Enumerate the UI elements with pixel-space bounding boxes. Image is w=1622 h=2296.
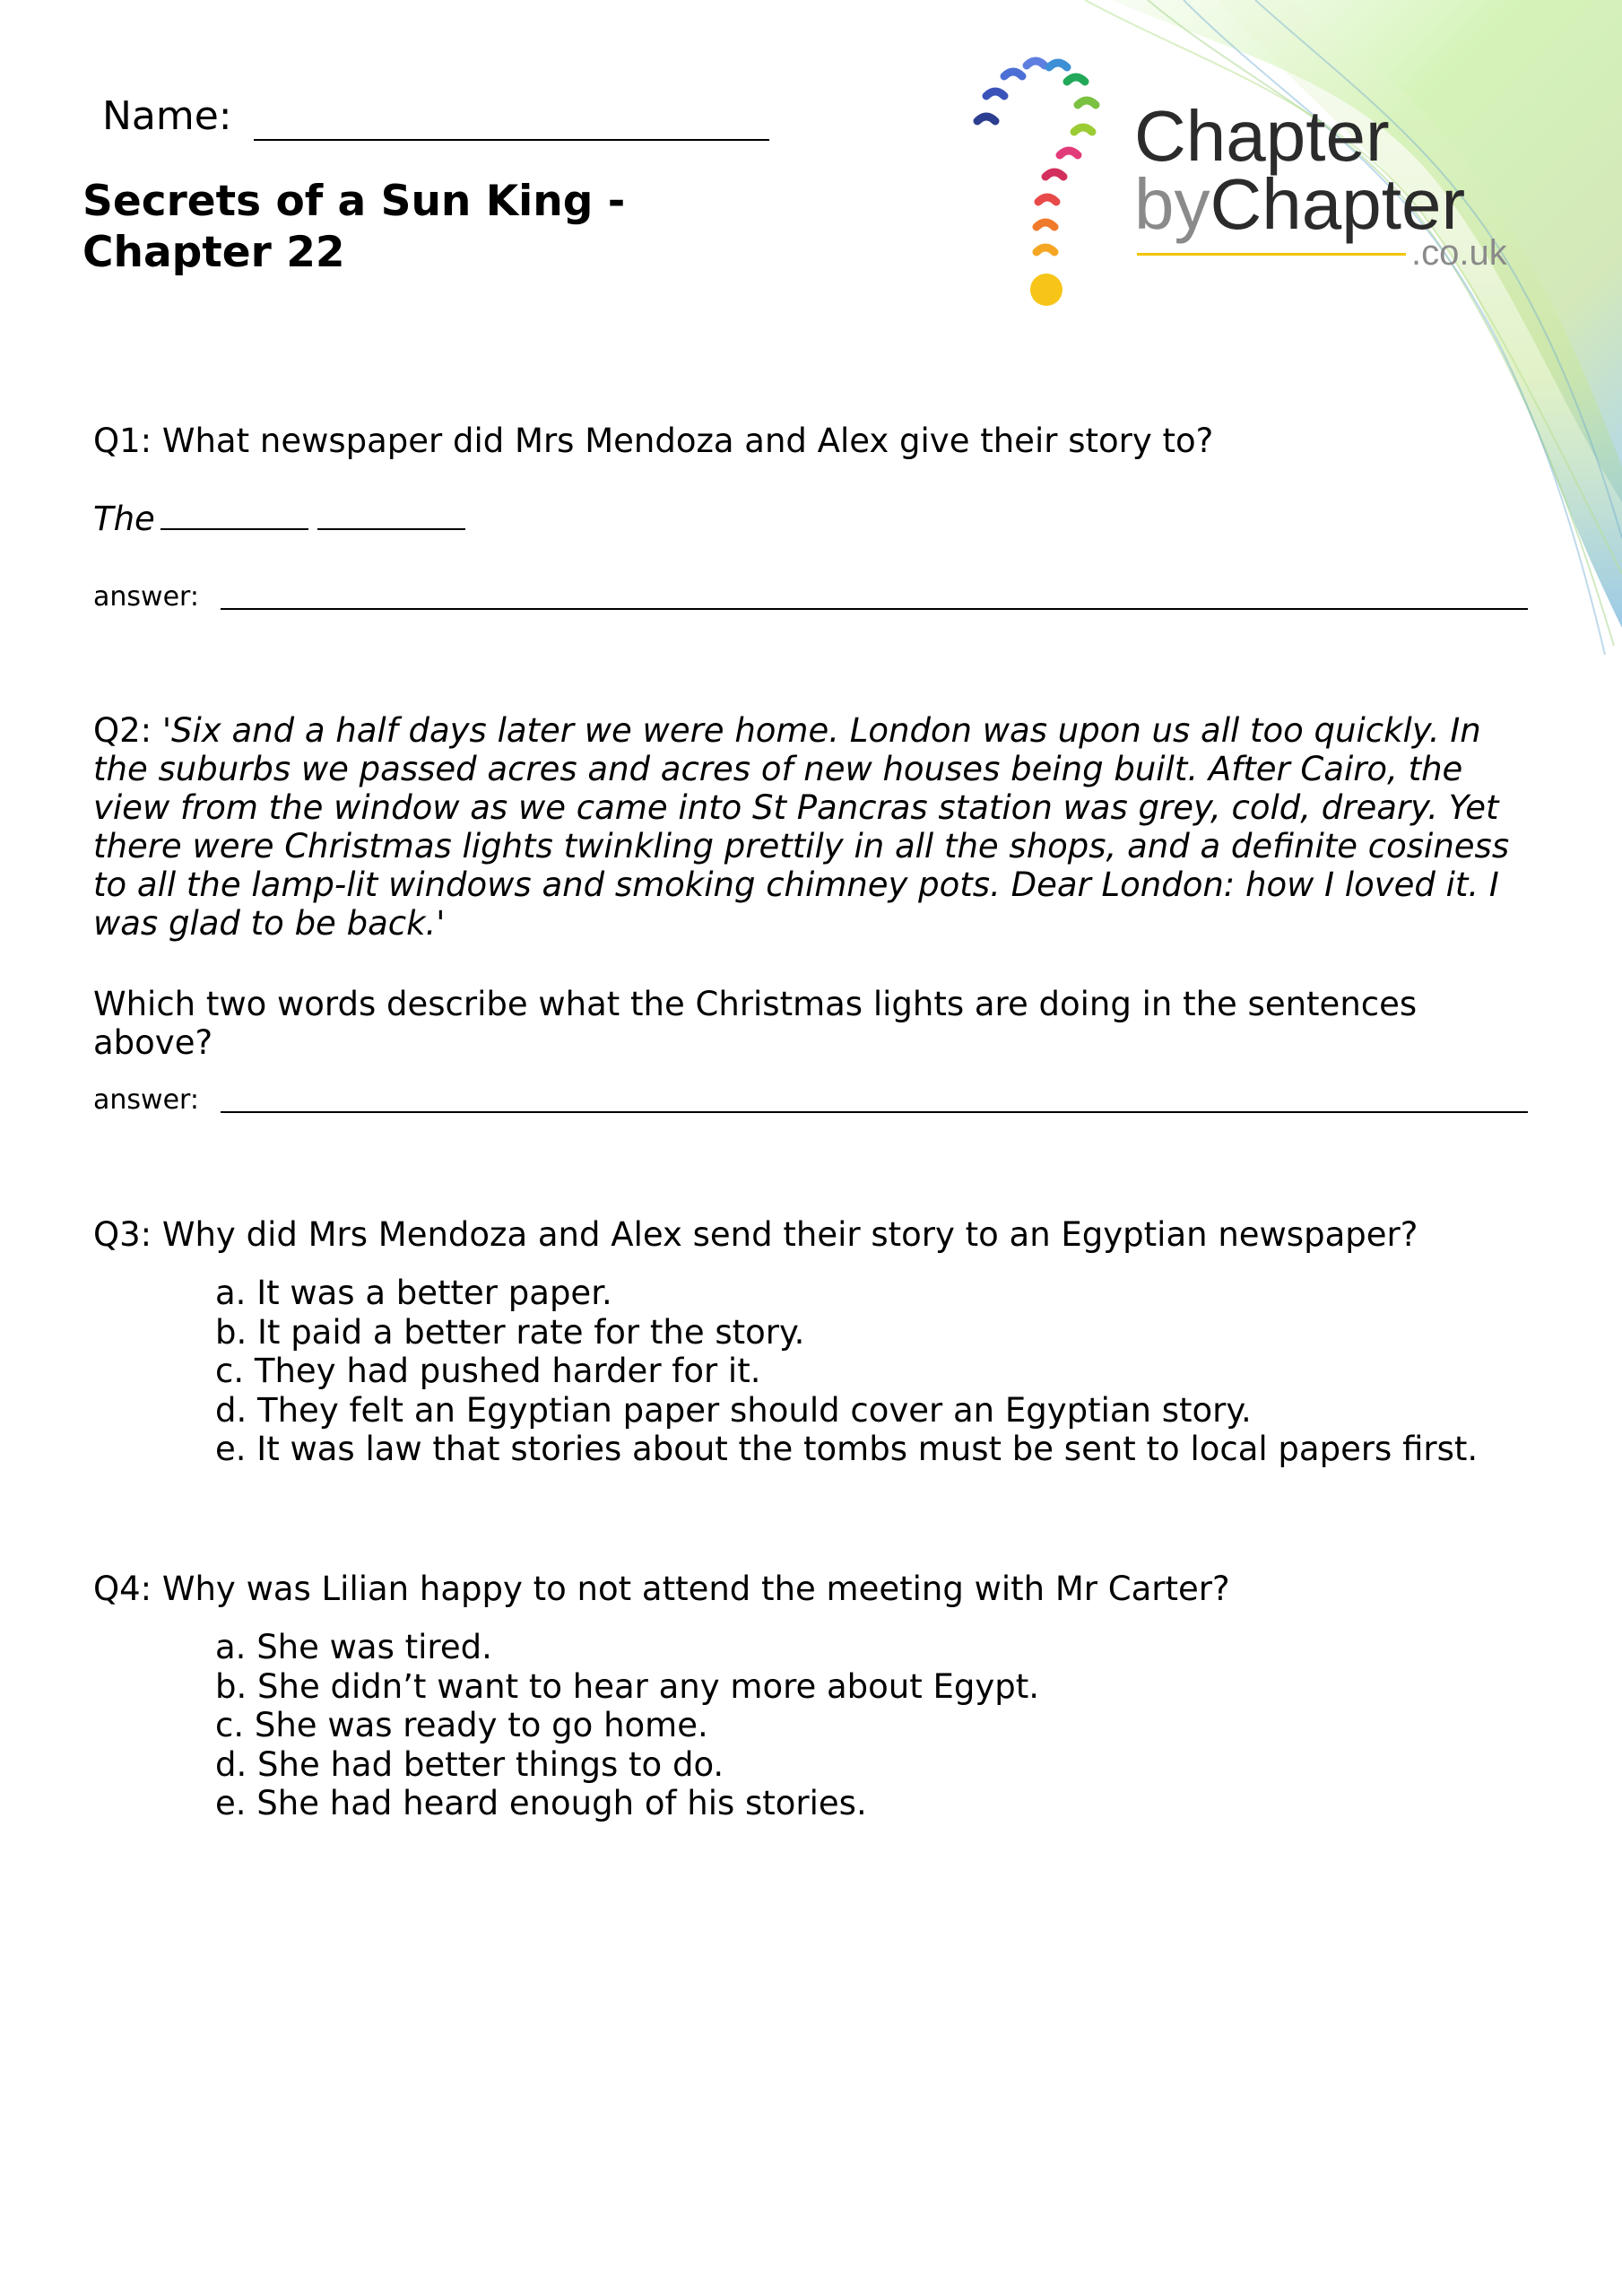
answer-label: answer: [93,581,199,613]
question-3-options [215,1274,1478,1469]
option-item[interactable]: a. It was a better paper. [215,1274,612,1312]
question-4: Q4: Why was Lilian happy to not attend the meeting with Mr Carter? [93,1570,1230,1608]
logo-text-chapter-2: Chapter [1210,164,1466,244]
option-item[interactable]: e. She had heard enough of his stories. [215,1784,867,1822]
question-2-passage [93,711,1546,943]
answer-line-2[interactable] [221,1111,1528,1113]
name-input-line[interactable] [254,139,769,141]
option-item[interactable]: b. She didn’t want to hear any more about Egypt. [215,1666,1040,1706]
question-1-prompt [93,500,1546,538]
option-item[interactable]: e. It was law that stories about the tombs must be sent to local papers first. [215,1430,1479,1468]
logo-underline [1137,253,1406,256]
option-item[interactable]: a. She was tired. [215,1628,492,1666]
question-1: Q1: What newspaper did Mrs Mendoza and Alex give their story to? [93,422,1214,460]
question-4-options [215,1628,1039,1823]
blank-line[interactable] [160,527,308,530]
page-title: Secrets of a Sun King - Chapter 22 [82,177,626,277]
option-item[interactable]: d. She had better things to do. [215,1744,724,1784]
logo-suffix: .co.uk [1411,233,1507,273]
logo-question-mark-icon [950,49,1121,318]
answer-line-1[interactable] [221,608,1528,610]
logo-text-chapter: Chapter [1134,96,1390,176]
question-2-quote: 'Six and a half days later we were home. London was upon us all too quickly. In the suburbs we passed acres and acres of new houses being built. After Cairo, the view from the window as we came into St Pancras station was grey, cold, dreary. Yet there were Christmas lights twinkling prettily in all the shops, and a definite cosiness to all the lamp-lit windows and smoking chimney pots. Dear London: how I loved it. I was glad to be back.' [93,711,1510,943]
option-item[interactable]: d. They felt an Egyptian paper should cover an Egyptian story. [215,1390,1252,1430]
question-3: Q3: Why did Mrs Mendoza and Alex send their story to an Egyptian newspaper? [93,1215,1418,1254]
blank-line[interactable] [317,527,465,530]
option-item[interactable]: b. It paid a better rate for the story. [215,1312,805,1352]
answer-label: answer: [93,1084,199,1116]
option-item[interactable]: c. They had pushed harder for it. [215,1352,761,1390]
name-label: Name: [102,93,232,139]
logo-text-bychapter [1134,164,1466,244]
question-2-label: Q2: [93,711,162,750]
answer-row-2 [93,1084,1528,1120]
question-1-prompt-text: The [93,500,155,538]
logo-text-by: by [1134,164,1210,244]
question-2: Which two words describe what the Christmas lights are doing in the sentences above? [93,985,1418,1062]
option-item[interactable]: c. She was ready to go home. [215,1706,708,1744]
answer-row-1 [93,581,1528,617]
